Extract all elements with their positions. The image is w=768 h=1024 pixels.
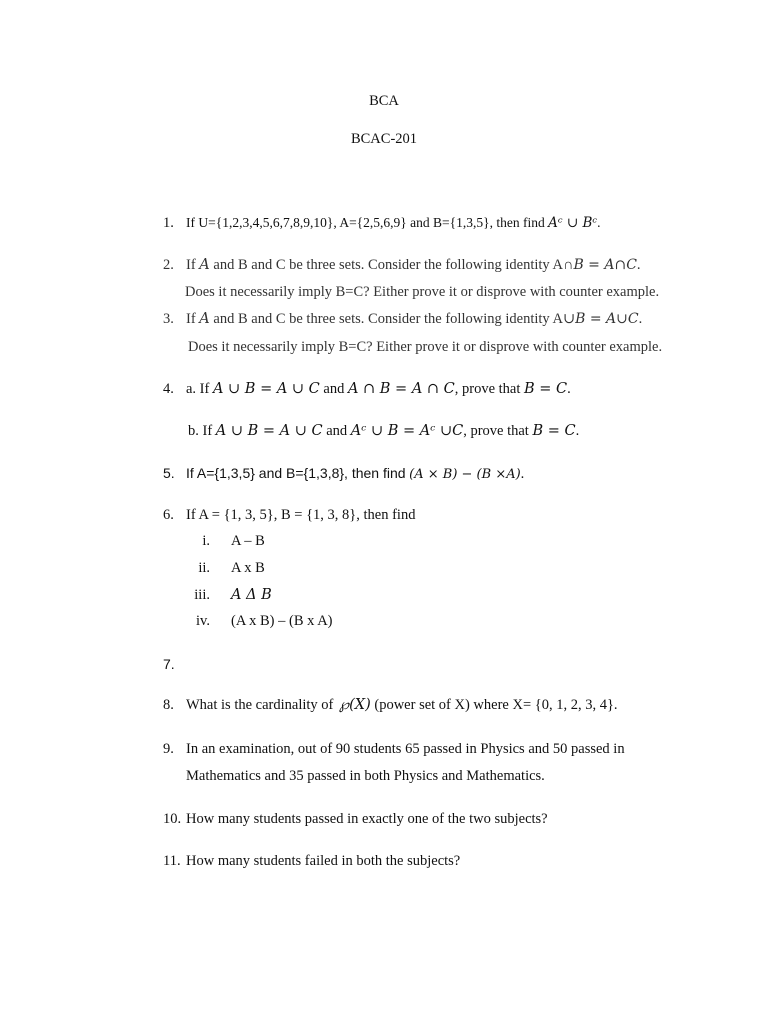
- question-text: If A = {1, 3, 5}, B = {1, 3, 8}, then find: [186, 507, 416, 523]
- question-text: and B and C be three sets. Consider the following identity A∪: [213, 311, 576, 327]
- math-expression: A ∩ B = A ∩ C: [347, 381, 455, 397]
- question-text: If A={1,3,5} and B={1,3,8}, then find: [186, 465, 406, 481]
- item-number: iv.: [196, 613, 210, 629]
- course-code: BCAC-201: [350, 131, 418, 147]
- item-number: iii.: [194, 587, 210, 603]
- question-tail: .: [636, 257, 641, 273]
- item-text: A – B: [231, 533, 265, 549]
- math-expression: Aᶜ ∪ Bᶜ: [548, 215, 598, 231]
- question-text: and: [326, 423, 348, 439]
- question-text: What is the cardinality of: [186, 697, 334, 713]
- math-expression: Aᶜ ∪ B = Aᶜ ∪C: [350, 423, 464, 439]
- question-text: and B and C be three sets. Consider the following identity A∩: [213, 257, 574, 273]
- question-number: 7.: [163, 656, 175, 672]
- question-number: 11.: [163, 853, 181, 869]
- item-text: A x B: [231, 560, 265, 576]
- question-number: 9.: [163, 741, 174, 757]
- question-text: b. If: [188, 423, 213, 439]
- question-tail: .: [520, 466, 525, 482]
- item-text: A Δ B: [231, 587, 272, 603]
- question-text: How many students passed in exactly one of the two subjects?: [186, 811, 548, 827]
- math-expression: A: [199, 257, 210, 273]
- item-number: ii.: [198, 560, 210, 576]
- question-text: If U={1,2,3,4,5,6,7,8,9,10}, A={2,5,6,9} and B={1,3,5}, then find: [186, 215, 545, 230]
- question-tail: .: [638, 311, 643, 327]
- math-expression: (A × B) − (B ×A): [409, 467, 521, 482]
- math-expression: B = C: [524, 381, 568, 397]
- question-text: How many students failed in both the subjects?: [186, 853, 461, 869]
- question-tail: .: [567, 381, 571, 397]
- question-number: 2.: [163, 257, 174, 273]
- question-text: If: [186, 257, 196, 273]
- question-text: In an examination, out of 90 students 65 passed in Physics and 50 passed in: [186, 741, 625, 757]
- question-number: 6.: [163, 507, 174, 523]
- question-tail: (power set of X) where X= {0, 1, 2, 3, 4}.: [374, 697, 618, 713]
- math-expression: ℘(X): [339, 697, 371, 713]
- question-tail: .: [575, 423, 580, 439]
- question-number: 4.: [163, 381, 174, 397]
- question-text: Does it necessarily imply B=C? Either prove it or disprove with counter example.: [185, 284, 660, 300]
- question-number: 1.: [163, 215, 174, 231]
- math-expression: B = A∩C: [573, 257, 637, 273]
- math-expression: B = A∪C: [575, 311, 639, 327]
- question-text: and: [323, 381, 345, 397]
- question-text: a. If: [186, 381, 210, 397]
- math-expression: A ∪ B = A ∪ C: [215, 423, 323, 439]
- question-text: If: [186, 311, 196, 327]
- question-text: Mathematics and 35 passed in both Physics and Mathematics.: [186, 768, 545, 784]
- math-expression: A: [199, 311, 210, 327]
- question-number: 8.: [163, 697, 174, 713]
- item-text: (A x B) – (B x A): [231, 613, 333, 629]
- question-tail: .: [597, 215, 601, 230]
- math-expression: B = C: [532, 423, 576, 439]
- question-number: 3.: [163, 311, 174, 327]
- question-text: , prove that: [463, 423, 529, 439]
- math-expression: A ∪ B = A ∪ C: [212, 381, 320, 397]
- question-text: Does it necessarily imply B=C? Either prove it or disprove with counter example.: [188, 339, 663, 355]
- program-title: BCA: [369, 93, 399, 109]
- question-text: , prove that: [454, 381, 521, 397]
- question-number: 10.: [163, 811, 182, 827]
- question-number: 5.: [163, 465, 175, 481]
- item-number: i.: [202, 533, 210, 549]
